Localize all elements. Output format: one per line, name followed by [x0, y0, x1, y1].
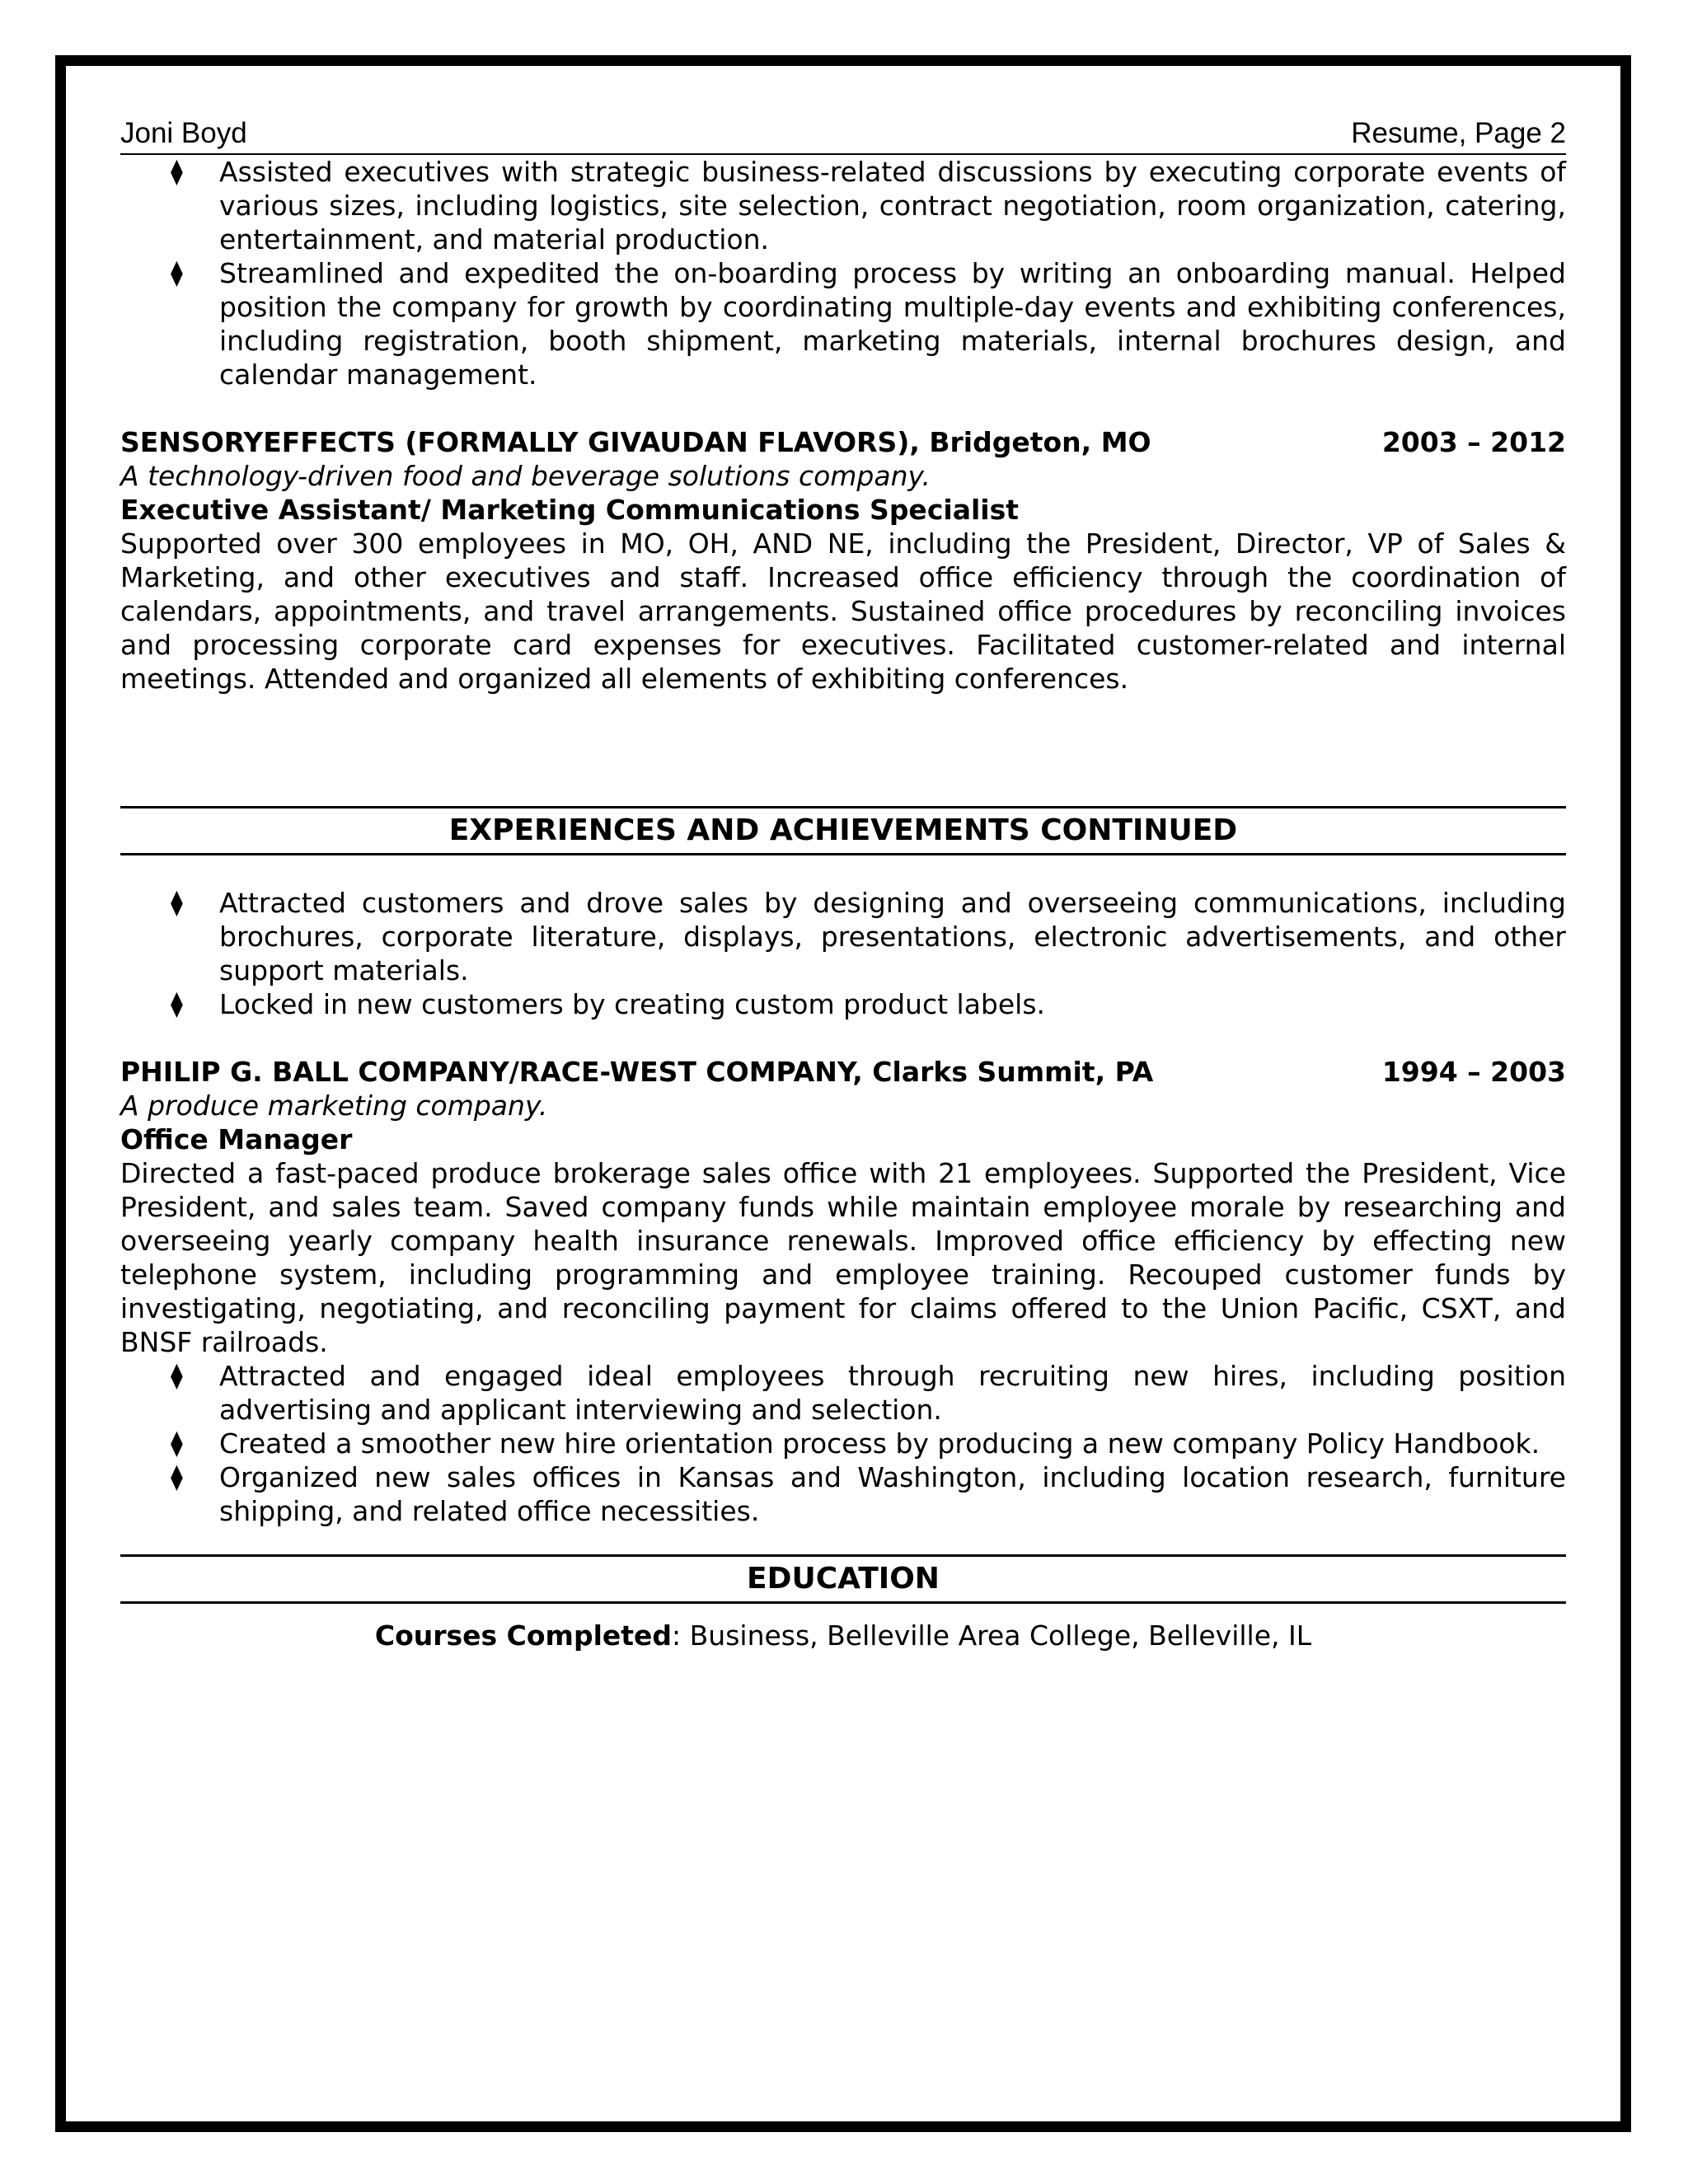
- list-item: [120, 155, 1566, 256]
- diamond-bullet-icon: ⧫: [171, 1361, 183, 1390]
- header-page-label: Resume, Page 2: [1351, 117, 1566, 149]
- job-title: Office Manager: [120, 1123, 353, 1155]
- header-name: Joni Boyd: [120, 117, 247, 149]
- resume-page: [120, 115, 1566, 1652]
- diamond-bullet-icon: ⧫: [171, 157, 183, 186]
- job-summary: Directed a fast-paced produce brokerage sales office with 21 employees. Supported the President, Vice President, and sales team. Saved company funds while maintain employee morale by researching and overseeing yearly company health insurance renewals. Improved office efficiency by effecting new telephone system, including programming and employee training. Recouped customer funds by investigating, negotiating, and reconciling payment for claims offered to the Union Pacific, CSXT, and BNSF railroads.: [120, 1157, 1566, 1358]
- diamond-bullet-icon: ⧫: [171, 888, 183, 917]
- education-separator: :: [672, 1619, 682, 1652]
- job-dates: 1994 – 2003: [1381, 1056, 1566, 1088]
- diamond-bullet-icon: ⧫: [171, 259, 183, 288]
- bullet-text: Attracted customers and drove sales by designing and overseeing communications, including brochures, corporate literature, displays, presentations, electronic advertisements, and other support materials.: [219, 887, 1566, 987]
- bullet-text: Assisted executives with strategic business-related discussions by executing corporate events of various sizes, including logistics, site selection, contract negotiation, room organization, catering, entertainment, and material production.: [219, 156, 1566, 255]
- page-header: [120, 115, 1566, 155]
- job-heading: [120, 1055, 1566, 1089]
- job-sensoryeffects: [120, 425, 1566, 696]
- list-item: [120, 886, 1566, 987]
- education-label: Courses Completed: [374, 1619, 673, 1652]
- job-company: PHILIP G. BALL COMPANY/RACE-WEST COMPANY, Clarks Summit, PA: [120, 1056, 1154, 1088]
- bullet-text: Streamlined and expedited the on-boarding process by writing an onboarding manual. Helped position the company for growth by coordinating multiple-day events and exhibiting conferences, including registration, booth shipment, marketing materials, internal brochures design, and calendar management.: [219, 257, 1566, 391]
- list-item: [120, 256, 1566, 391]
- bullet-text: Locked in new customers by creating custom product labels.: [219, 988, 1046, 1020]
- bullet-text: Organized new sales offices in Kansas and Washington, including location research, furniture shipping, and related office necessities.: [219, 1461, 1566, 1527]
- diamond-bullet-icon: ⧫: [171, 1429, 183, 1458]
- continued-bullet-list: [120, 886, 1566, 1021]
- bullet-text: Created a smoother new hire orientation process by producing a new company Policy Handbook.: [219, 1427, 1540, 1460]
- intro-bullet-list: [120, 155, 1566, 391]
- diamond-bullet-icon: ⧫: [171, 990, 183, 1019]
- job-tagline: A technology-driven food and beverage solutions company.: [120, 460, 931, 492]
- diamond-bullet-icon: ⧫: [171, 1463, 183, 1492]
- job-company: SENSORYEFFECTS (FORMALLY GIVAUDAN FLAVORS), Bridgeton, MO: [120, 426, 1151, 458]
- list-item: [120, 1359, 1566, 1427]
- section-heading-experiences-continued: EXPERIENCES AND ACHIEVEMENTS CONTINUED: [120, 806, 1566, 855]
- job-summary: Supported over 300 employees in MO, OH, AND NE, including the President, Director, VP of Sales & Marketing, and other executives and staff. Increased office efficiency through the coordination of calendars, appointments, and travel arrangements. Sustained office procedures by reconciling invoices and processing corporate card expenses for executives. Facilitated customer-related and internal meetings. Attended and organized all elements of exhibiting conferences.: [120, 527, 1566, 695]
- list-item: [120, 1427, 1566, 1460]
- education-detail: Business, Belleville Area College, Belleville, IL: [681, 1619, 1312, 1652]
- education-entry: [120, 1619, 1566, 1652]
- section-heading-education: EDUCATION: [120, 1554, 1566, 1604]
- job-philip-g-ball: [120, 1055, 1566, 1528]
- job-bullet-list: [120, 1359, 1566, 1528]
- job-tagline: A produce marketing company.: [120, 1090, 548, 1122]
- list-item: [120, 987, 1566, 1021]
- job-title: Executive Assistant/ Marketing Communications Specialist: [120, 494, 1019, 526]
- job-heading: [120, 425, 1566, 459]
- bullet-text: Attracted and engaged ideal employees through recruiting new hires, including position advertising and applicant interviewing and selection.: [219, 1360, 1566, 1426]
- list-item: [120, 1460, 1566, 1528]
- job-dates: 2003 – 2012: [1381, 426, 1566, 458]
